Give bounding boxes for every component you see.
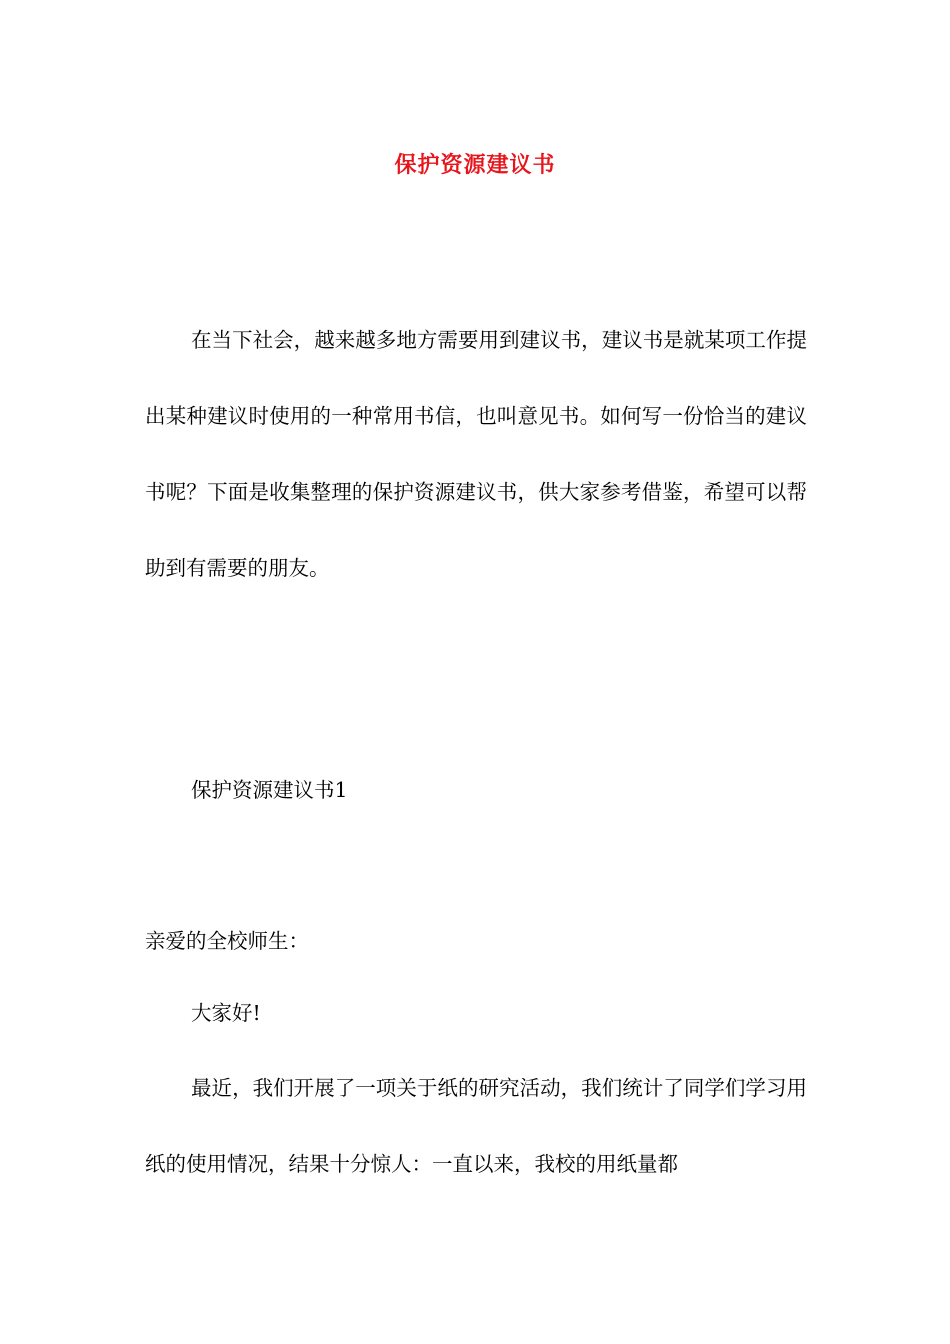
salutation-line: 亲爱的全校师生： (145, 929, 309, 953)
greeting-line: 大家好! (191, 1001, 261, 1025)
section-heading: 保护资源建议书1 (191, 778, 348, 802)
intro-paragraph: 在当下社会，越来越多地方需要用到建议书，建议书是就某项工作提出某种建议时使用的一种常用书信，也叫意见书。如何写一份恰当的建议书呢？下面是收集整理的保护资源建议书，供大家参考借鉴，希望可以帮助到有需要的朋友。 (145, 328, 807, 580)
document-title: 保护资源建议书 (394, 151, 556, 178)
body-paragraph: 最近，我们开展了一项关于纸的研究活动，我们统计了同学们学习用纸的使用情况，结果十分惊人：一直以来，我校的用纸量都 (145, 1076, 807, 1176)
